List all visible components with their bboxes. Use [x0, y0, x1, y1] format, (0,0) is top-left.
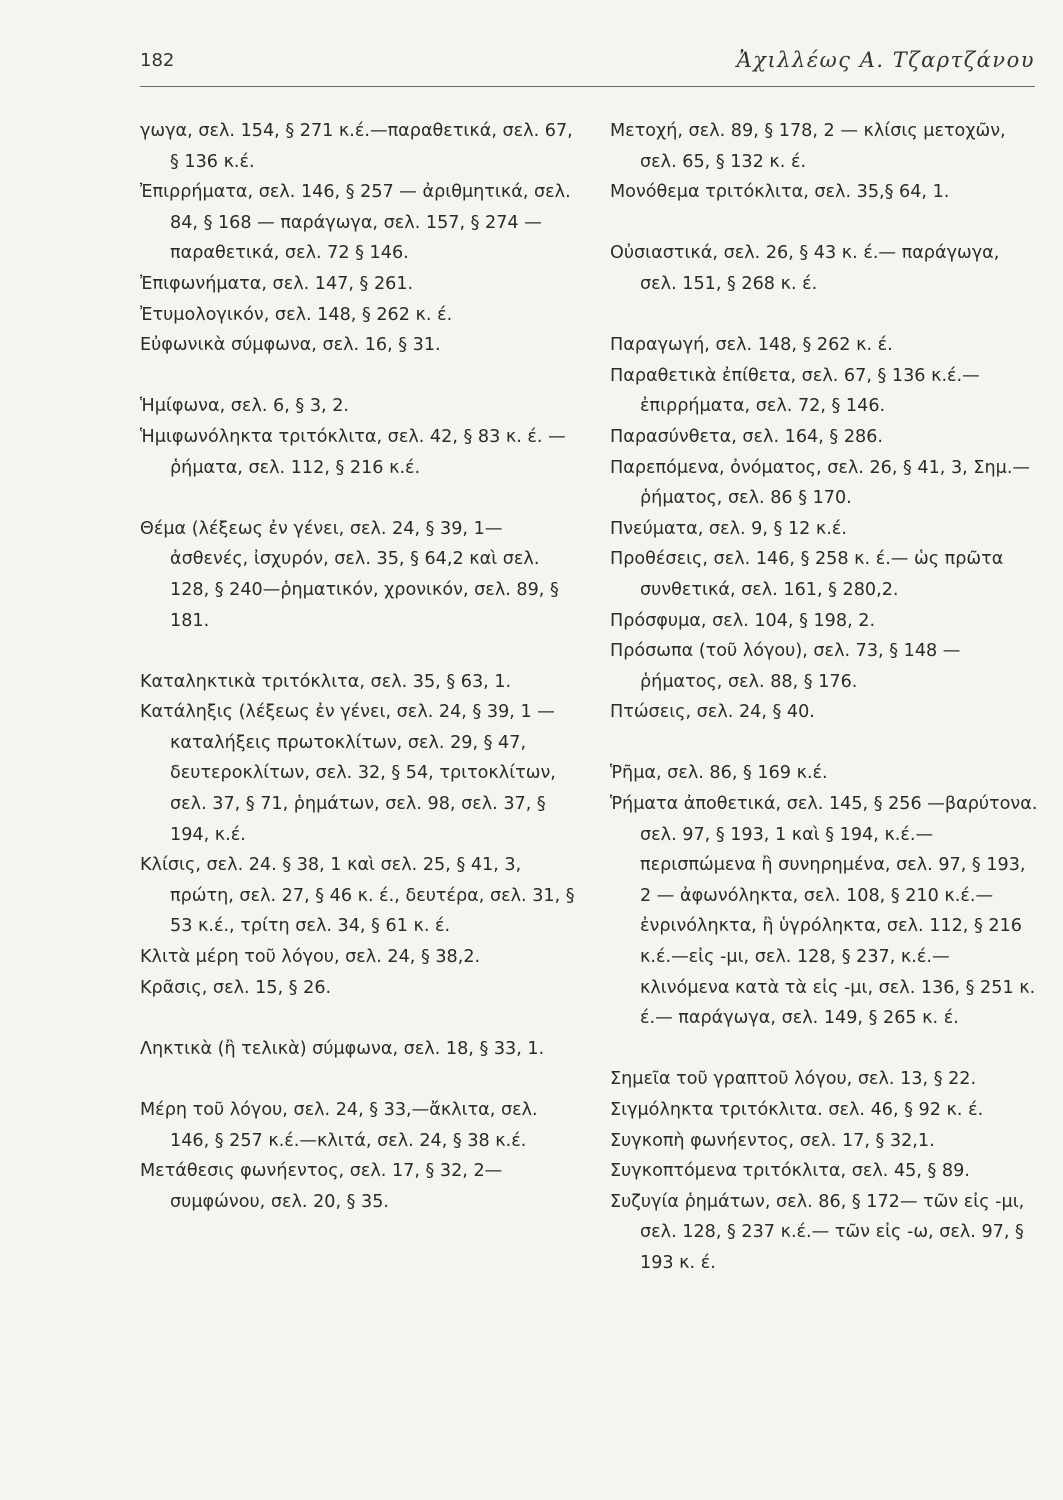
index-entry: Μετάθεσις φωνήεντος, σελ. 17, § 32, 2—συμφώνου, σελ. 20, § 35.	[140, 1161, 503, 1212]
section-gap	[610, 208, 1040, 239]
index-entry: Σιγμόληκτα τριτόκλιτα. σελ. 46, § 92 κ. έ.	[610, 1100, 984, 1120]
index-entry: Πρόσωπα (τοῦ λόγου), σελ. 73, § 148 — ῥήματος, σελ. 88, § 176.	[610, 641, 961, 692]
index-entry: Σημεῖα τοῦ γραπτοῦ λόγου, σελ. 13, § 22.	[610, 1069, 977, 1090]
index-entry: Ἐπιρρήματα, σελ. 146, § 257 — ἀριθμητικά, σελ. 84, § 168 — παράγωγα, σελ. 157, § 274 — παραθετικά, σελ. 72 § 146.	[140, 182, 571, 264]
index-entry: Πνεύματα, σελ. 9, § 12 κ.έ.	[610, 518, 847, 539]
section-gap	[140, 636, 580, 667]
index-entry: Ἡμίφωνα, σελ. 6, § 3, 2.	[140, 396, 349, 417]
index-entry: Κατάληξις (λέξεως ἐν γένει, σελ. 24, § 39, 1 — καταλήξεις πρωτοκλίτων, σελ. 29, § 47, δευτεροκλίτων, σελ. 32, § 54, τριτοκλίτων, σελ. 37, § 71, ῥημάτων, σελ. 98, σελ. 37, § 194, κ.έ.	[140, 702, 556, 845]
index-entry: Συζυγία ῥημάτων, σελ. 86, § 172— τῶν εἰς -μι, σελ. 128, § 237 κ.έ.— τῶν εἰς -ω, σελ. 97, § 193 κ. έ.	[610, 1191, 1025, 1273]
index-entry: Ἐπιφωνήματα, σελ. 147, § 261.	[140, 273, 414, 294]
index-entry: Συγκοπτόμενα τριτόκλιτα, σελ. 45, § 89.	[610, 1161, 970, 1182]
index-entry: γωγα, σελ. 154, § 271 κ.έ.—παραθετικά, σελ. 67, § 136 κ.έ.	[140, 121, 573, 172]
index-entry: Κλίσις, σελ. 24. § 38, 1 καὶ σελ. 25, § 41, 3, πρώτη, σελ. 27, § 46 κ. έ., δευτέρα, σελ. 31, § 53 κ.έ., τρίτη σελ. 34, § 61 κ. έ.	[140, 855, 575, 937]
index-entry: Κρᾶσις, σελ. 15, § 26.	[140, 977, 332, 998]
running-title: Ἀχιλλέως Α. Τζαρτζάνου	[736, 48, 1035, 72]
index-column-right	[610, 116, 1040, 1279]
section-gap	[140, 361, 580, 392]
index-entry: Παραθετικὰ ἐπίθετα, σελ. 67, § 136 κ.έ.—ἐπιρρήματα, σελ. 72, § 146.	[610, 365, 980, 417]
index-entry: Ἐτυμολογικόν, σελ. 148, § 262 κ. έ.	[140, 304, 453, 325]
section-gap	[140, 1003, 580, 1034]
section-gap	[610, 300, 1040, 331]
index-entry: Καταληκτικὰ τριτόκλιτα, σελ. 35, § 63, 1.	[140, 671, 512, 692]
index-entry: Ῥῆμα, σελ. 86, § 169 κ.έ.	[610, 763, 828, 784]
section-gap	[610, 1034, 1040, 1065]
index-entry: Συγκοπὴ φωνήεντος, σελ. 17, § 32,1.	[610, 1130, 935, 1151]
index-entry: Κλιτὰ μέρη τοῦ λόγου, σελ. 24, § 38,2.	[140, 947, 481, 968]
section-gap	[610, 728, 1040, 759]
section-gap	[140, 483, 580, 514]
index-entry: Παρεπόμενα, ὀνόματος, σελ. 26, § 41, 3, Σημ.— ῥήματος, σελ. 86 § 170.	[610, 457, 1031, 509]
section-gap	[140, 1064, 580, 1095]
index-entry: Πρόσφυμα, σελ. 104, § 198, 2.	[610, 610, 876, 631]
index-entry: Μετοχή, σελ. 89, § 178, 2 — κλίσις μετοχῶν, σελ. 65, § 132 κ. έ.	[610, 121, 1006, 172]
index-entry: Παραγωγή, σελ. 148, § 262 κ. έ.	[610, 335, 893, 356]
index-entry: Οὐσιαστικά, σελ. 26, § 43 κ. έ.— παράγωγα, σελ. 151, § 268 κ. έ.	[610, 243, 1000, 294]
header-rule	[140, 86, 1035, 87]
index-entry: Ληκτικὰ (ἢ τελικὰ) σύμφωνα, σελ. 18, § 33, 1.	[140, 1038, 545, 1059]
page-header	[140, 50, 1035, 90]
index-entry: Παρασύνθετα, σελ. 164, § 286.	[610, 426, 883, 447]
index-entry: Εὐφωνικὰ σύμφωνα, σελ. 16, § 31.	[140, 335, 441, 356]
index-entry: Μονόθεμα τριτόκλιτα, σελ. 35,§ 64, 1.	[610, 182, 950, 203]
page-number: 182	[140, 50, 175, 71]
index-entry: Θέμα (λέξεως ἐν γένει, σελ. 24, § 39, 1—ἀσθενές, ἰσχυρόν, σελ. 35, § 64,2 καὶ σελ. 128, § 240—ῥηματικόν, χρονικόν, σελ. 89, § 181.	[140, 518, 559, 631]
index-entry: Ῥήματα ἀποθετικά, σελ. 145, § 256 —βαρύτονα. σελ. 97, § 193, 1 καὶ § 194, κ.έ.—περισπώμενα ἢ συνηρημένα, σελ. 97, § 193, 2 — ἀφωνόληκτα, σελ. 108, § 210 κ.έ.—ἐνρινόληκτα, ἢ ὑγρόληκτα, σελ. 112, § 216 κ.έ.—εἰς -μι, σελ. 128, § 237, κ.έ.— κλινόμενα κατὰ τὰ εἰς -μι, σελ. 136, § 251 κ. έ.— παράγωγα, σελ. 149, § 265 κ. έ.	[610, 794, 1038, 1029]
index-entry: Προθέσεις, σελ. 146, § 258 κ. έ.— ὡς πρῶτα συνθετικά, σελ. 161, § 280,2.	[610, 549, 1004, 600]
index-column-left	[140, 116, 580, 1217]
index-entry: Μέρη τοῦ λόγου, σελ. 24, § 33,—ἄκλιτα, σελ. 146, § 257 κ.έ.—κλιτά, σελ. 24, § 38 κ.έ.	[140, 1100, 538, 1151]
index-entry: Ἡμιφωνόληκτα τριτόκλιτα, σελ. 42, § 83 κ. έ. — ῥήματα, σελ. 112, § 216 κ.έ.	[140, 426, 566, 478]
index-entry: Πτώσεις, σελ. 24, § 40.	[610, 702, 815, 723]
